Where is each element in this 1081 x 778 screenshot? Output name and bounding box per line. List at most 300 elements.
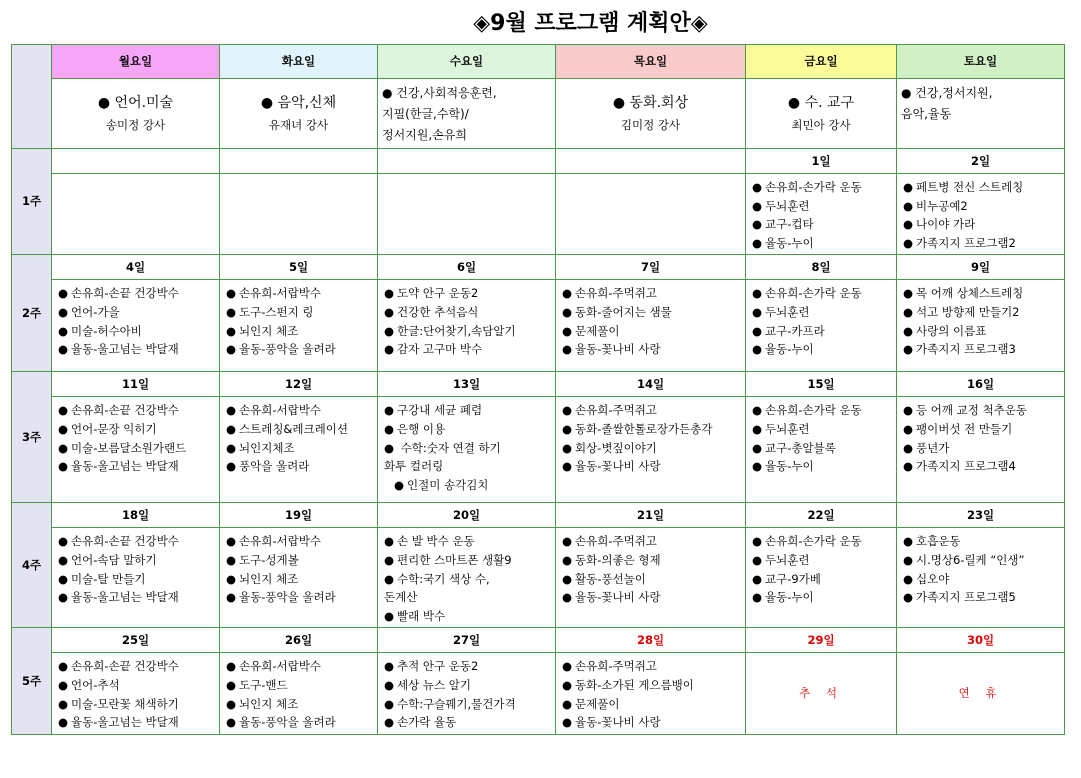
activity-text: 율동-울고넘는 박달재 — [71, 590, 179, 605]
activity-item — [562, 303, 743, 322]
activity-item — [384, 476, 553, 495]
date-label: 22일 — [807, 507, 835, 522]
bullet-icon: ● — [562, 323, 573, 338]
activity-text: 두뇌훈련 — [765, 421, 810, 436]
activity-text: 가족지지 프로그램2 — [916, 235, 1016, 250]
date-label: 21일 — [636, 507, 665, 522]
bullet-icon: ● — [752, 342, 763, 357]
holiday-label: 연 휴 — [958, 686, 1003, 701]
date-cell — [556, 628, 746, 653]
activity-text: 도약 안구 운동2 — [397, 286, 479, 301]
bullet-icon: ● — [903, 198, 914, 213]
date-label: 25일 — [121, 632, 150, 647]
bullet-icon: ● — [562, 421, 573, 436]
week-date-row — [12, 255, 1065, 280]
bullet-icon: ● — [384, 323, 395, 338]
activity-item — [226, 695, 375, 714]
bullet-icon: ● — [903, 534, 914, 549]
activity-item — [226, 551, 375, 570]
date-cell — [220, 149, 378, 174]
activity-item — [384, 657, 553, 676]
activity-text: 율동-풍악을 울려라 — [239, 590, 336, 605]
activity-text: 언어-속담 말하기 — [71, 552, 157, 567]
activity-item — [752, 178, 894, 197]
bullet-icon: ● — [752, 235, 763, 250]
week-label-text: 5주 — [21, 673, 42, 688]
activity-cell — [897, 174, 1065, 255]
week-activity-row — [12, 653, 1065, 734]
bullet-icon: ● — [58, 715, 69, 730]
activity-item — [752, 234, 894, 253]
bullet-icon: ● — [903, 180, 914, 194]
bullet-icon: ● — [752, 198, 763, 213]
program-line: ● 건강,사회적응훈련, — [382, 86, 497, 100]
bullet-icon: ● — [752, 534, 763, 549]
activity-item — [226, 457, 375, 476]
activity-item — [58, 284, 217, 303]
date-label: 11일 — [121, 376, 150, 391]
bullet-icon: ● — [903, 403, 914, 418]
day-header — [52, 45, 220, 79]
activity-text: 인절미 송각김치 — [407, 477, 489, 492]
activity-text: 손유희-손끝 건강박수 — [71, 659, 179, 674]
activity-item — [58, 322, 217, 341]
bullet-icon: ● — [384, 403, 395, 418]
activity-text: 건강한 추석음식 — [397, 304, 479, 319]
activity-item — [226, 401, 375, 420]
activity-item — [562, 532, 743, 551]
activity-item — [58, 420, 217, 439]
bullet-icon: ● — [752, 323, 763, 338]
activity-text: 동화-줄어지는 샘물 — [575, 304, 672, 319]
program-cell — [378, 79, 556, 149]
bullet-icon: ● — [562, 342, 573, 357]
week-label — [12, 628, 52, 734]
activity-item — [752, 439, 894, 458]
holiday-label: 추 석 — [799, 686, 843, 701]
activity-item — [384, 322, 553, 341]
activity-text: 손유희-손가락 운동 — [765, 534, 862, 549]
bullet-icon: ● — [226, 304, 237, 319]
bullet-icon: ● — [562, 440, 573, 455]
date-label: 15일 — [807, 376, 835, 391]
activity-text: 율동-풍악을 울려라 — [239, 715, 336, 730]
activity-item — [562, 420, 743, 439]
activity-cell — [897, 280, 1065, 372]
activity-item — [752, 322, 894, 341]
date-cell — [556, 255, 746, 280]
holiday-cell — [897, 653, 1065, 734]
activity-text: 활동-풍선놀이 — [575, 571, 646, 586]
bullet-icon: ● — [384, 715, 395, 730]
date-label: 9일 — [970, 259, 991, 274]
program-subject: ● 언어.미술 — [97, 95, 174, 111]
activity-item — [384, 439, 553, 458]
activity-item — [562, 588, 743, 607]
activity-cell — [556, 528, 746, 628]
activity-item — [752, 284, 894, 303]
activity-item — [752, 340, 894, 359]
bullet-icon: ● — [903, 590, 914, 605]
bullet-icon: ● — [226, 677, 237, 692]
activity-text: 빨래 박수 — [397, 608, 446, 623]
activity-item — [562, 551, 743, 570]
bullet-icon: ● — [752, 421, 763, 436]
activity-text: 가족지지 프로그램3 — [916, 342, 1016, 357]
activity-text: 율동-울고넘는 박달재 — [71, 715, 179, 730]
activity-text: 손유희-손가락 운동 — [765, 286, 862, 301]
date-label: 14일 — [636, 376, 665, 391]
activity-item — [903, 215, 1062, 234]
bullet-icon: ● — [752, 552, 763, 567]
activity-text: 율동-꽃나비 사랑 — [575, 342, 661, 357]
date-cell — [220, 255, 378, 280]
activity-item — [903, 588, 1062, 607]
bullet-icon: ● — [752, 459, 763, 474]
date-cell — [556, 503, 746, 528]
week-activity-row — [12, 280, 1065, 372]
activity-item — [384, 607, 553, 626]
date-cell — [746, 372, 897, 397]
date-label: 1일 — [811, 153, 831, 168]
activity-text: 손유희-주먹쥐고 — [575, 286, 657, 301]
program-line: ● 건강,정서지원, — [901, 86, 993, 100]
day-header — [556, 45, 746, 79]
activity-cell — [52, 280, 220, 372]
date-cell — [52, 503, 220, 528]
date-label: 2일 — [970, 153, 991, 168]
activity-cell — [746, 528, 897, 628]
activity-text: 율동-풍악을 울려라 — [239, 342, 336, 357]
activity-item — [903, 532, 1062, 551]
program-line: 지필(한글,수학)/ — [382, 107, 469, 121]
activity-text: 손유희-서랍박수 — [239, 286, 321, 301]
date-label: 28일 — [636, 632, 665, 647]
date-label: 29일 — [807, 632, 835, 647]
activity-item — [226, 322, 375, 341]
bullet-icon: ● — [226, 286, 237, 301]
week-date-row — [12, 149, 1065, 174]
date-cell — [52, 372, 220, 397]
day-label: 금요일 — [804, 54, 838, 68]
bullet-icon: ● — [58, 571, 69, 586]
bullet-icon: ● — [58, 677, 69, 692]
activity-text: 손유희-서랍박수 — [239, 659, 321, 674]
activity-item — [384, 420, 553, 439]
program-line: 정서지원,손유희 — [382, 128, 467, 142]
activity-item — [226, 284, 375, 303]
activity-item — [58, 340, 217, 359]
program-instructor: 송미정 강사 — [105, 118, 166, 132]
program-row — [12, 79, 1065, 149]
bullet-icon: ● — [752, 403, 763, 418]
bullet-icon: ● — [752, 571, 763, 586]
bullet-icon: ● — [58, 304, 69, 319]
activity-text: 편리한 스마트폰 생활9 — [397, 552, 512, 567]
bullet-icon: ● — [226, 715, 237, 730]
activity-cell — [556, 397, 746, 503]
activity-item — [752, 401, 894, 420]
activity-text: 교구-컵타 — [765, 217, 814, 232]
bullet-icon: ● — [384, 421, 395, 436]
activity-text: 손유희-주먹쥐고 — [575, 403, 657, 418]
activity-text: 십오야 — [916, 571, 950, 586]
activity-cell — [556, 280, 746, 372]
bullet-icon: ● — [58, 590, 69, 605]
activity-text: 뇌인지 체조 — [239, 696, 299, 711]
activity-item — [903, 178, 1062, 197]
date-cell — [746, 149, 897, 174]
bullet-icon: ● — [226, 590, 237, 605]
activity-text: 뇌인지 체조 — [239, 323, 299, 338]
date-cell — [746, 255, 897, 280]
activity-text: 돈계산 — [384, 590, 418, 605]
activity-text: 동화-의좋은 형제 — [575, 552, 661, 567]
date-cell — [378, 503, 556, 528]
activity-text: 율동-누이 — [765, 342, 814, 357]
program-subject: ● 동화.회상 — [612, 95, 689, 111]
bullet-icon: ● — [562, 459, 573, 474]
activity-cell — [220, 528, 378, 628]
week-date-row — [12, 372, 1065, 397]
week-label-text: 1주 — [21, 194, 42, 209]
bullet-icon: ● — [384, 440, 395, 455]
activity-cell — [378, 280, 556, 372]
date-cell — [220, 372, 378, 397]
activity-item — [58, 570, 217, 589]
activity-item — [384, 532, 553, 551]
bullet-icon: ● — [58, 403, 69, 418]
bullet-icon: ● — [58, 286, 69, 301]
bullet-icon: ● — [58, 696, 69, 711]
bullet-icon: ● — [384, 571, 395, 586]
program-instructor: 유재녀 강사 — [268, 118, 329, 132]
activity-item — [752, 457, 894, 476]
activity-text: 풍년가 — [916, 440, 950, 455]
activity-item — [562, 657, 743, 676]
activity-item — [58, 303, 217, 322]
activity-cell — [556, 653, 746, 734]
activity-text: 손가락 율동 — [397, 715, 457, 730]
activity-text: 뇌인지체조 — [239, 440, 295, 455]
activity-cell — [378, 397, 556, 503]
bullet-icon: ● — [903, 323, 914, 338]
week-activity-row — [12, 174, 1065, 255]
bullet-icon: ● — [562, 403, 573, 418]
activity-item — [384, 340, 553, 359]
activity-item — [58, 457, 217, 476]
bullet-icon: ● — [58, 552, 69, 567]
activity-item — [903, 457, 1062, 476]
activity-text: 감자 고구마 박수 — [397, 342, 483, 357]
activity-item — [226, 570, 375, 589]
program-cell — [897, 79, 1065, 149]
day-header — [220, 45, 378, 79]
activity-text: 스트레칭&레크레이션 — [239, 421, 348, 436]
bullet-icon: ● — [226, 571, 237, 586]
bullet-icon: ● — [562, 659, 573, 674]
bullet-icon: ● — [58, 459, 69, 474]
activity-text: 등 어깨 교정 척추운동 — [916, 403, 1027, 418]
bullet-icon: ● — [58, 342, 69, 357]
date-label: 19일 — [284, 507, 313, 522]
date-cell — [52, 255, 220, 280]
day-header-row — [12, 45, 1065, 79]
date-cell — [378, 149, 556, 174]
program-subject: ● 수. 교구 — [787, 95, 855, 111]
program-cell — [746, 79, 897, 149]
date-cell — [378, 628, 556, 653]
activity-text: 언어-문장 익히기 — [71, 421, 157, 436]
activity-text: 시.명상6-릴케 “인생” — [916, 552, 1025, 567]
activity-text: 율동-꽃나비 사랑 — [575, 715, 661, 730]
activity-text: 뇌인지 체조 — [239, 571, 299, 586]
activity-text: 한글:단어찾기,속담알기 — [397, 323, 516, 338]
date-cell — [220, 503, 378, 528]
date-label: 4일 — [125, 259, 146, 274]
bullet-icon: ● — [226, 534, 237, 549]
activity-text: 미술-허수아비 — [71, 323, 142, 338]
activity-text: 석고 방향제 만들기2 — [916, 304, 1020, 319]
activity-cell — [220, 653, 378, 734]
date-label: 6일 — [456, 259, 477, 274]
bullet-icon: ● — [58, 534, 69, 549]
activity-cell — [746, 174, 897, 255]
program-line: 음악,율동 — [901, 107, 952, 121]
bullet-icon: ● — [226, 440, 237, 455]
date-cell — [378, 372, 556, 397]
date-cell — [897, 628, 1065, 653]
activity-item — [562, 713, 743, 732]
bullet-icon: ● — [752, 304, 763, 319]
date-cell — [556, 149, 746, 174]
bullet-icon: ● — [752, 180, 763, 194]
activity-text: 도구-밴드 — [239, 677, 288, 692]
activity-item — [58, 695, 217, 714]
date-cell — [746, 503, 897, 528]
date-cell — [897, 149, 1065, 174]
activity-cell — [378, 174, 556, 255]
bullet-icon: ● — [384, 608, 395, 623]
program-schedule-table — [11, 44, 1065, 735]
bullet-icon: ● — [752, 217, 763, 232]
bullet-icon: ● — [752, 440, 763, 455]
activity-item — [562, 676, 743, 695]
activity-text: 언어-추석 — [71, 677, 120, 692]
activity-item — [384, 457, 553, 476]
activity-item — [226, 340, 375, 359]
day-label: 화요일 — [281, 54, 316, 68]
activity-text: 손유희-손가락 운동 — [765, 180, 862, 194]
activity-item — [903, 234, 1062, 253]
activity-text: 손유희-주먹쥐고 — [575, 659, 657, 674]
activity-item — [384, 695, 553, 714]
activity-item — [752, 303, 894, 322]
program-list — [901, 81, 1060, 125]
bullet-icon: ● — [226, 403, 237, 418]
activity-text: 수학:국기 색상 수, — [397, 571, 490, 586]
activity-item — [58, 532, 217, 551]
activity-item — [903, 551, 1062, 570]
activity-item — [226, 303, 375, 322]
week-label — [12, 372, 52, 503]
activity-item — [384, 713, 553, 732]
date-label: 18일 — [121, 507, 150, 522]
activity-text: 손유희-손끝 건강박수 — [71, 534, 179, 549]
bullet-icon: ● — [226, 696, 237, 711]
activity-item — [562, 570, 743, 589]
activity-cell — [378, 653, 556, 734]
activity-item — [752, 570, 894, 589]
activity-text: 율동-누이 — [765, 235, 814, 250]
bullet-icon: ● — [58, 440, 69, 455]
activity-text: 수학:숫자 연결 하기 — [397, 440, 501, 455]
date-label: 13일 — [452, 376, 481, 391]
activity-text: 은행 이용 — [397, 421, 446, 436]
activity-text: 손유희-주먹쥐고 — [575, 534, 657, 549]
activity-cell — [746, 397, 897, 503]
activity-text: 율동-울고넘는 박달재 — [71, 459, 179, 474]
activity-text: 교구-카프라 — [765, 323, 825, 338]
activity-text: 회상-볏짚이야기 — [575, 440, 657, 455]
activity-item — [58, 657, 217, 676]
activity-text: 손유희-서랍박수 — [239, 534, 321, 549]
bullet-icon: ● — [903, 217, 914, 232]
activity-item — [752, 197, 894, 216]
bullet-icon: ● — [752, 286, 763, 301]
activity-text: 화투 컬러링 — [384, 459, 444, 474]
activity-text: 가족지지 프로그램5 — [916, 590, 1016, 605]
activity-item — [903, 303, 1062, 322]
activity-text: 수학:구슬꿰기,물건가격 — [397, 696, 516, 711]
activity-text: 율동-울고넘는 박달재 — [71, 342, 179, 357]
bullet-icon: ● — [226, 421, 237, 436]
activity-item — [562, 457, 743, 476]
activity-text: 구강내 세균 폐렴 — [397, 403, 483, 418]
date-cell — [52, 628, 220, 653]
bullet-icon: ● — [562, 571, 573, 586]
bullet-icon: ● — [562, 590, 573, 605]
week-label-text: 2주 — [21, 305, 42, 320]
date-label: 27일 — [452, 632, 481, 647]
activity-item — [562, 695, 743, 714]
corner-cell — [12, 45, 52, 149]
activity-cell — [897, 528, 1065, 628]
bullet-icon: ● — [58, 323, 69, 338]
bullet-icon: ● — [384, 342, 395, 357]
activity-text: 율동-꽃나비 사랑 — [575, 590, 661, 605]
activity-item — [903, 439, 1062, 458]
holiday-cell — [746, 653, 897, 734]
day-label: 수요일 — [449, 54, 484, 68]
program-cell — [556, 79, 746, 149]
bullet-icon: ● — [903, 286, 914, 301]
activity-cell — [746, 280, 897, 372]
date-cell — [897, 503, 1065, 528]
activity-cell — [220, 174, 378, 255]
activity-text: 나이야 가라 — [916, 217, 976, 232]
week-date-row — [12, 628, 1065, 653]
activity-text: 손유희-손끝 건강박수 — [71, 286, 179, 301]
bullet-icon: ● — [562, 715, 573, 730]
activity-cell — [220, 280, 378, 372]
date-cell — [897, 372, 1065, 397]
activity-text: 페트병 전신 스트레칭 — [916, 180, 1024, 194]
week-date-row — [12, 503, 1065, 528]
program-cell — [220, 79, 378, 149]
activity-item — [58, 588, 217, 607]
activity-cell — [52, 174, 220, 255]
